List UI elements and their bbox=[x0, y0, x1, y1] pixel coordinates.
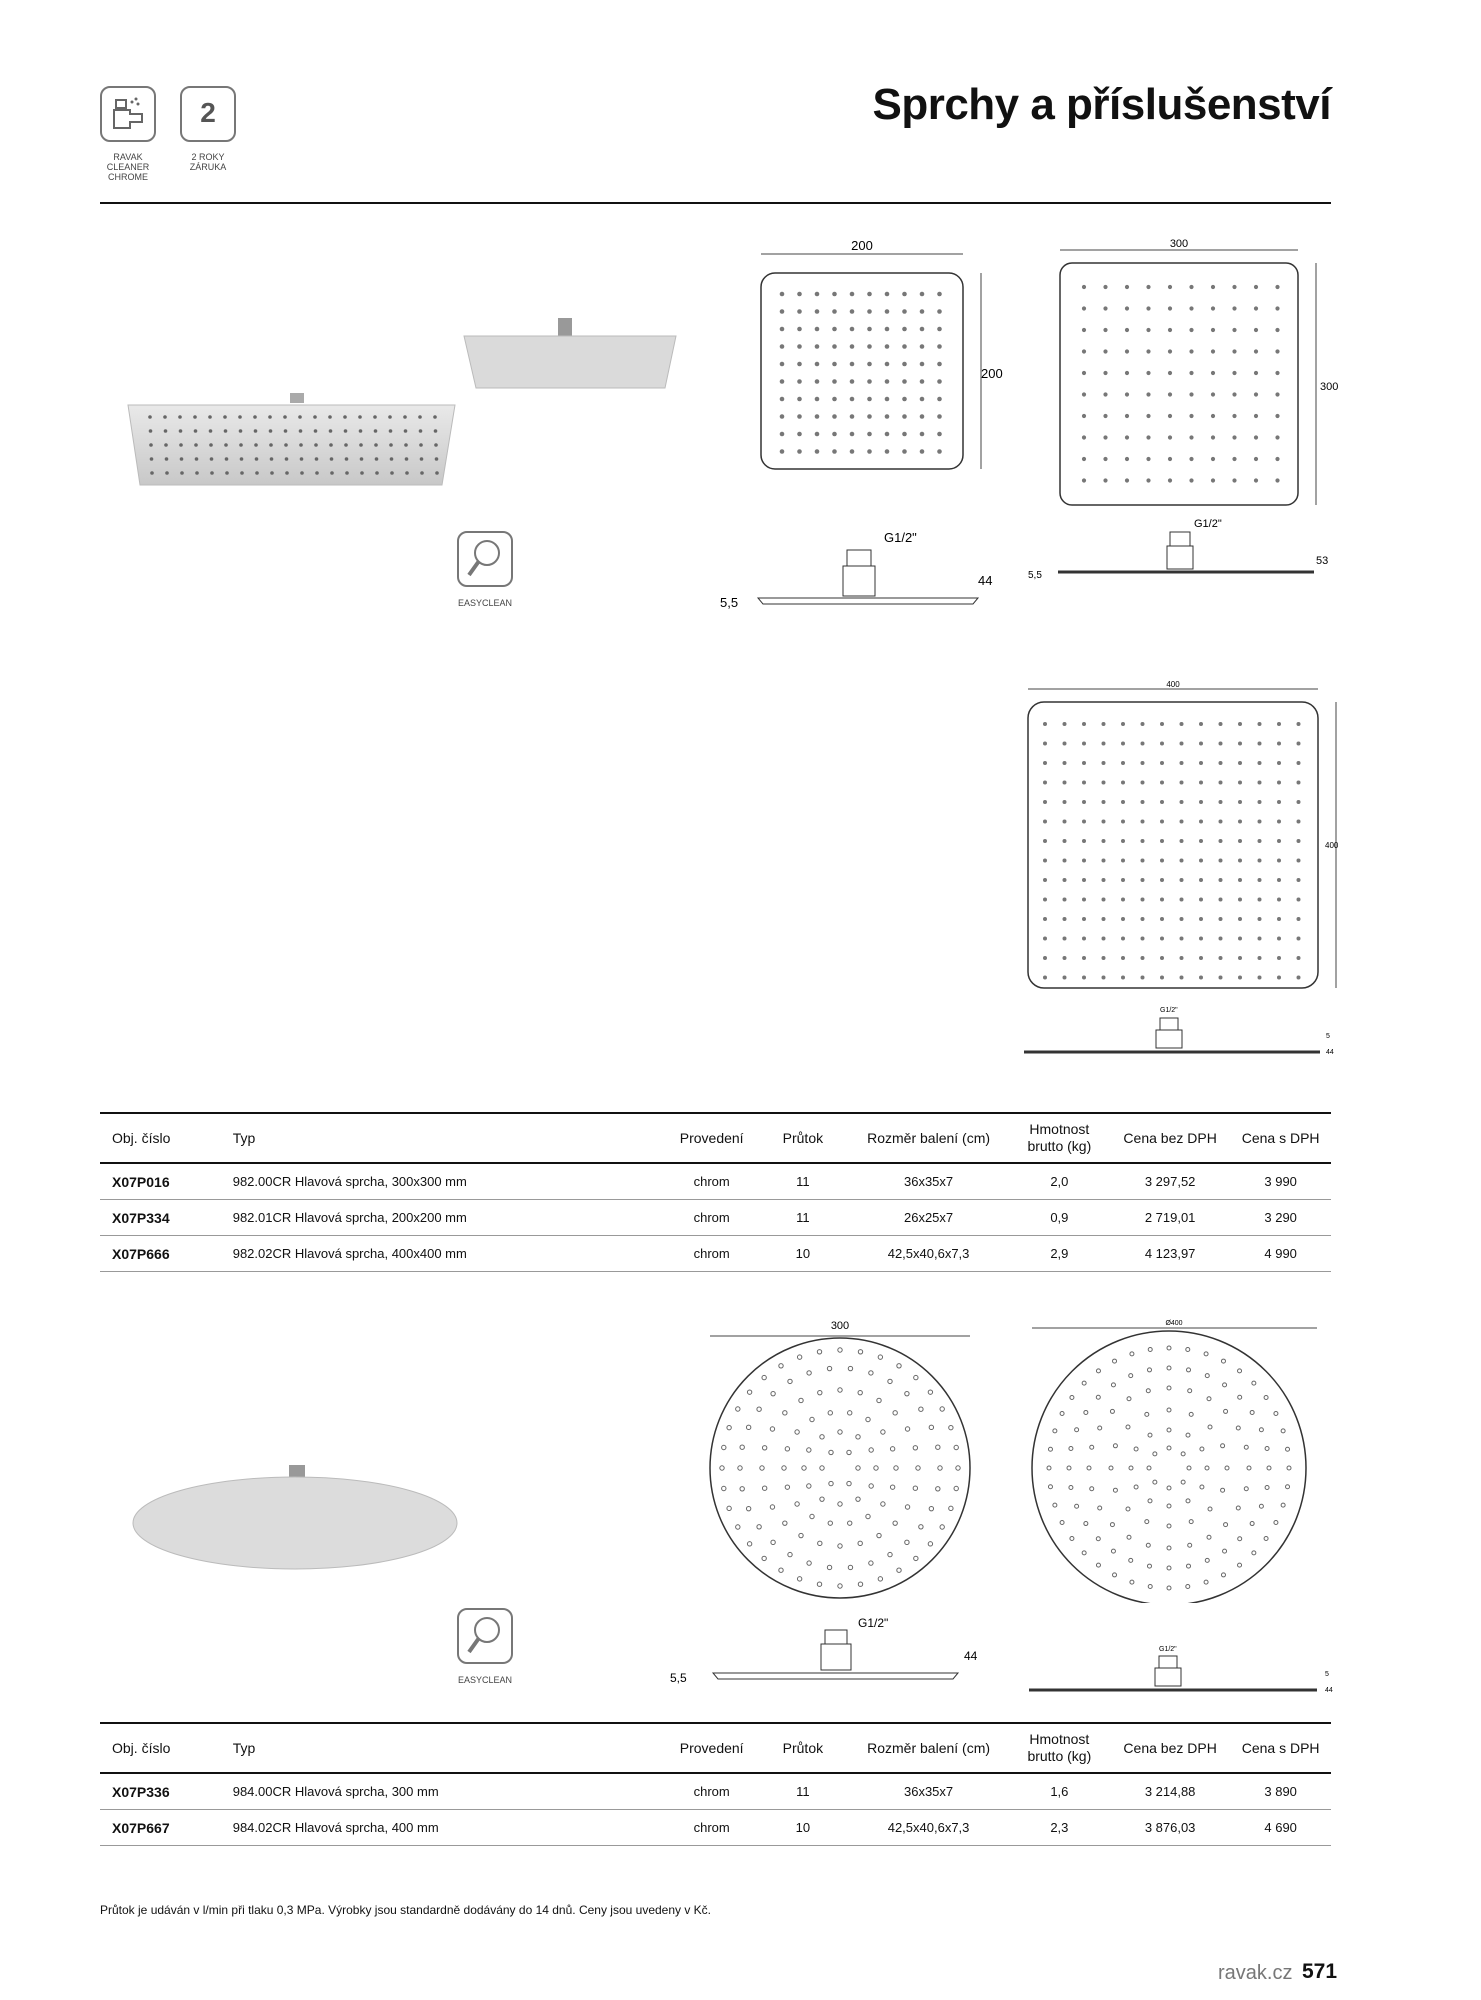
page-title: Sprchy a příslušenství bbox=[872, 80, 1331, 129]
dim-plate: 5 bbox=[1325, 1671, 1329, 1678]
footnote: Průtok je udáván v l/min při tlaku 0,3 MPa. Výrobky jsou standardně dodávány do 14 dnů. Ceny jsou uvedeny v Kč. bbox=[100, 1903, 712, 1917]
dim-total: 44 bbox=[978, 573, 993, 588]
dim-height: 300 bbox=[1320, 381, 1339, 393]
warranty-badge bbox=[180, 86, 236, 142]
cleaner-spray-icon bbox=[102, 88, 154, 140]
easyclean-badge bbox=[457, 531, 513, 587]
dim-plate: 5,5 bbox=[1028, 570, 1042, 581]
dim-width: 400 bbox=[1166, 680, 1180, 689]
drawing-square-300-side bbox=[1018, 510, 1338, 590]
dim-thread: G1/2" bbox=[1159, 1646, 1177, 1653]
plate-outline bbox=[1032, 1331, 1306, 1603]
dim-total: 44 bbox=[964, 1649, 978, 1663]
hand-shower-icon bbox=[459, 1610, 511, 1662]
hand-shower-icon bbox=[459, 533, 511, 585]
drawing-round-300-top bbox=[700, 1318, 980, 1603]
dim-plate: 5,5 bbox=[720, 595, 739, 610]
table-header-row: Obj. číslo Typ Provedení Průtok Rozměr balení (cm) Hmotnost brutto (kg) Cena bez DPH Cena s DPH bbox=[100, 1113, 1331, 1163]
spec-table-square bbox=[100, 1112, 1331, 1272]
table-row: X07P016 982.00CR Hlavová sprcha, 300x300 mm chrom 11 36x35x7 2,0 3 297,52 3 990 bbox=[100, 1163, 1331, 1200]
dim-diameter: 300 bbox=[830, 1320, 850, 1332]
dim-width: 200 bbox=[851, 238, 873, 253]
nozzle-grid bbox=[1043, 722, 1301, 980]
drawing-round-300-side bbox=[668, 1610, 998, 1690]
cleaner-caption: RAVAK CLEANER CHROME bbox=[106, 152, 150, 182]
drawing-square-200-top bbox=[725, 238, 1005, 478]
table-row: X07P336 984.00CR Hlavová sprcha, 300 mm chrom 11 36x35x7 1,6 3 214,88 3 890 bbox=[100, 1773, 1331, 1810]
header-rule bbox=[100, 202, 1331, 204]
drawing-square-200-side bbox=[718, 525, 1008, 620]
table-row: X07P667 984.02CR Hlavová sprcha, 400 mm chrom 10 42,5x40,6x7,3 2,3 3 876,03 4 690 bbox=[100, 1810, 1331, 1846]
nozzle-rings bbox=[1047, 1346, 1291, 1590]
drawing-round-400-side bbox=[1025, 1640, 1345, 1700]
page-number: 571 bbox=[1302, 1960, 1338, 1983]
dim-thread: G1/2" bbox=[1194, 518, 1222, 530]
cleaner-badge bbox=[100, 86, 156, 142]
footer-site: ravak.cz bbox=[1218, 1962, 1293, 1984]
dim-thread: G1/2" bbox=[884, 530, 917, 545]
dim-height: 200 bbox=[981, 366, 1003, 381]
drawing-square-300-top bbox=[1030, 238, 1350, 518]
nozzle-grid bbox=[1082, 285, 1280, 483]
easyclean-badge-2 bbox=[457, 1608, 513, 1664]
spec-table-round bbox=[100, 1722, 1331, 1846]
table-row: X07P666 982.02CR Hlavová sprcha, 400x400 mm chrom 10 42,5x40,6x7,3 2,9 4 123,97 4 990 bbox=[100, 1236, 1331, 1272]
easyclean-caption: EASYCLEAN bbox=[457, 598, 513, 608]
dim-total: 53 bbox=[1316, 555, 1329, 567]
product-photo-round bbox=[125, 1465, 465, 1575]
table-header-row: Obj. číslo Typ Provedení Průtok Rozměr balení (cm) Hmotnost brutto (kg) Cena bez DPH Cena s DPH bbox=[100, 1723, 1331, 1773]
dim-total: 44 bbox=[1326, 1049, 1334, 1056]
dim-total: 44 bbox=[1325, 1687, 1333, 1694]
warranty-caption: 2 ROKY ZÁRUKA bbox=[189, 152, 227, 172]
drawing-round-400-top bbox=[1027, 1318, 1327, 1603]
dim-thread: G1/2" bbox=[1160, 1007, 1178, 1014]
drawing-square-400-side bbox=[1020, 1000, 1340, 1060]
nozzle-rings bbox=[720, 1348, 960, 1588]
dim-height: 400 bbox=[1325, 841, 1339, 850]
dim-plate: 5,5 bbox=[670, 1671, 687, 1685]
plate-outline bbox=[1060, 263, 1298, 505]
easyclean-caption-2: EASYCLEAN bbox=[457, 1675, 513, 1685]
dim-width: 300 bbox=[1169, 238, 1189, 250]
product-photo-square-large bbox=[120, 385, 460, 495]
plate-outline bbox=[1028, 702, 1318, 988]
warranty-icon: 2 bbox=[200, 97, 216, 128]
dim-diameter: Ø400 bbox=[1165, 1320, 1183, 1327]
product-photo-square-small bbox=[460, 318, 680, 392]
drawing-square-400-top bbox=[1020, 680, 1340, 990]
plate-outline bbox=[761, 273, 963, 469]
nozzle-grid bbox=[780, 292, 942, 454]
plate-outline bbox=[710, 1338, 970, 1598]
dim-thread: G1/2" bbox=[858, 1616, 889, 1630]
table-row: X07P334 982.01CR Hlavová sprcha, 200x200 mm chrom 11 26x25x7 0,9 2 719,01 3 290 bbox=[100, 1200, 1331, 1236]
dim-plate: 5 bbox=[1326, 1033, 1330, 1040]
